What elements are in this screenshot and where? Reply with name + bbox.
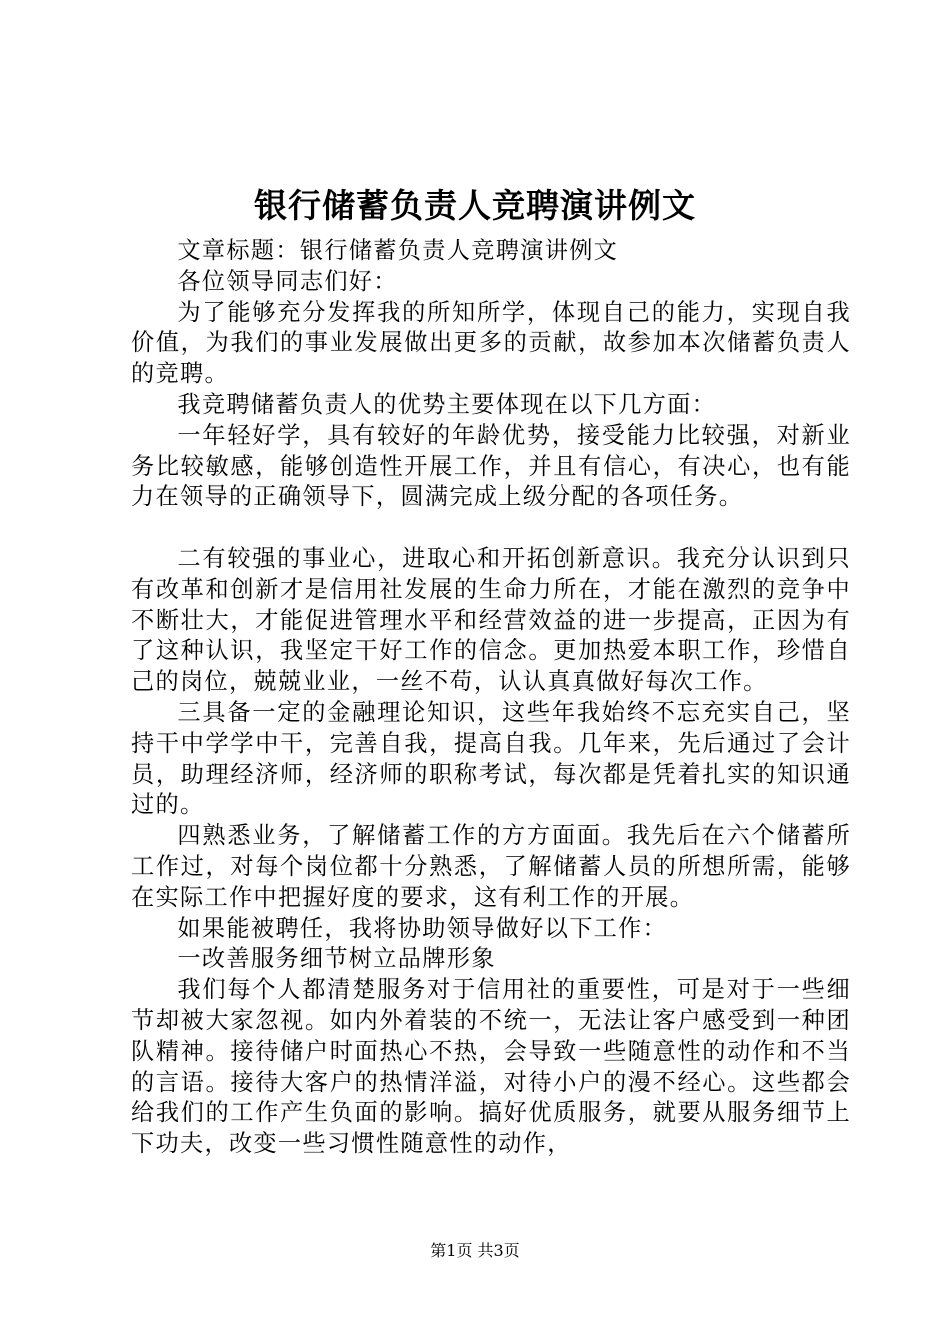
paragraph-advantage-1: 一年轻好学，具有较好的年龄优势，接受能力比较强，对新业务比较敏感，能够创造性开展工作，并且有信心，有决心，也有能力在领导的正确领导下，圆满完成上级分配的各项任务。 (131, 421, 851, 511)
paragraph-plans-heading: 如果能被聘任，我将协助领导做好以下工作： (177, 914, 668, 942)
document-body (131, 236, 851, 1160)
paragraph-greeting: 各位领导同志们好： (177, 267, 398, 295)
paragraph-intro: 为了能够充分发挥我的所知所学，体现自己的能力，实现自我价值，为我们的事业发展做出更多的贡献，故参加本次储蓄负责人的竞聘。 (131, 298, 851, 388)
document-title: 银行储蓄负责人竞聘演讲例文 (254, 186, 696, 225)
paragraph-advantage-4: 四熟悉业务，了解储蓄工作的方方面面。我先后在六个储蓄所工作过，对每个岗位都十分熟悉，了解储蓄人员的所想所需，能够在实际工作中把握好度的要求，这有利工作的开展。 (131, 822, 851, 911)
paragraph-advantage-3: 三具备一定的金融理论知识，这些年我始终不忘充实自己，坚持干中学学中干，完善自我，提高自我。几年来，先后通过了会计员，助理经济师，经济师的职称考试，每次都是凭着扎实的知识通过的。 (131, 698, 851, 819)
page-footer: 第1页 共3页 (430, 1241, 520, 1260)
paragraph-article-title: 文章标题：银行储蓄负责人竞聘演讲例文 (177, 237, 619, 264)
blank-line (131, 513, 851, 544)
paragraph-advantages-heading: 我竞聘储蓄负责人的优势主要体现在以下几方面： (177, 390, 717, 418)
paragraph-advantage-2: 二有较强的事业心，进取心和开拓创新意识。我充分认识到只有改革和创新才是信用社发展的生命力所在，才能在激烈的竞争中不断壮大，才能促进管理水平和经营效益的进一步提高，正因为有了这种认识，我坚定干好工作的信念。更加热爱本职工作，珍惜自己的岗位，兢兢业业，一丝不苟，认认真真做好每次工作。 (131, 544, 851, 696)
paragraph-plan-1-body: 我们每个人都清楚服务对于信用社的重要性，可是对于一些细节却被大家忽视。如内外着装的不统一，无法让客户感受到一种团队精神。接待储户时面热心不热，会导致一些随意性的动作和不当的言语。接待大客户的热情洋溢，对待小户的漫不经心。这些都会给我们的工作产生负面的影响。搞好优质服务，就要从服务细节上下功夫，改变一些习惯性随意性的动作， (131, 976, 851, 1158)
paragraph-plan-1-heading: 一改善服务细节树立品牌形象 (177, 945, 496, 973)
